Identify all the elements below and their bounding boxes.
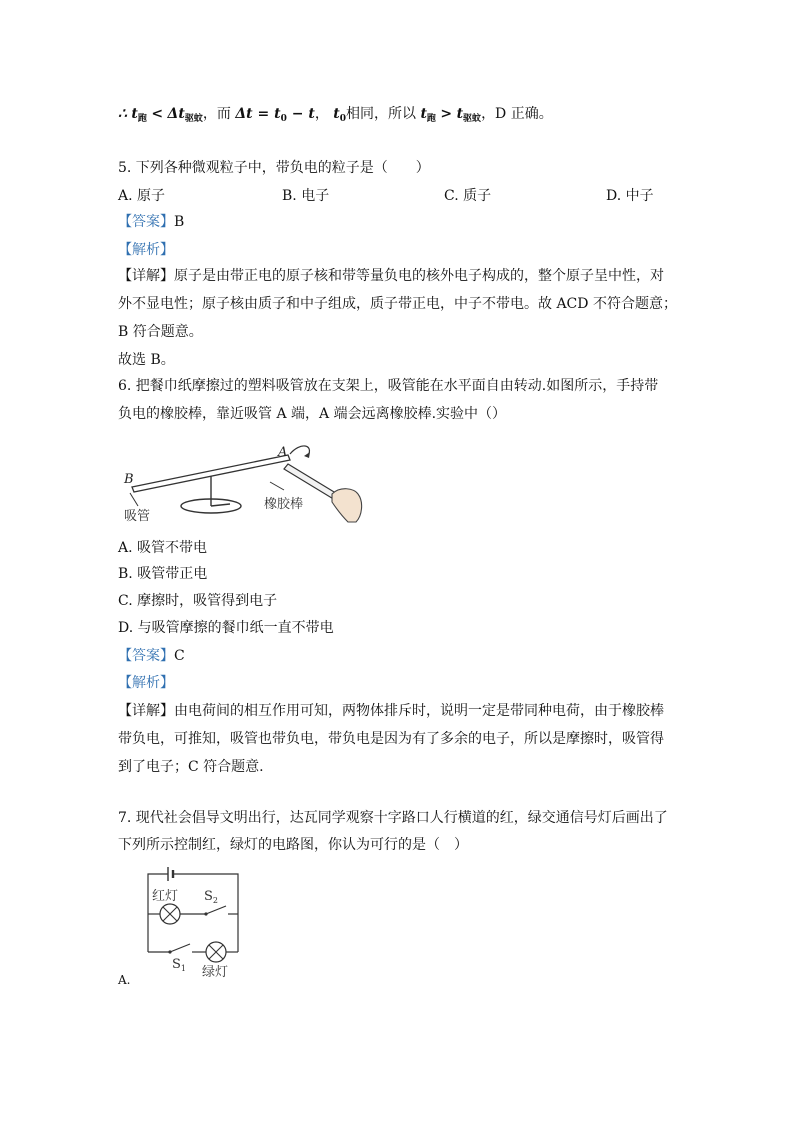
d-correct: ，D 正确。: [481, 106, 553, 122]
answer-value: C: [174, 648, 185, 664]
t-mosquito-2: $t_{驱蚊}$: [456, 106, 482, 124]
straw-label: 吸管: [124, 509, 151, 524]
switch-s2-contact: [204, 912, 207, 915]
rod-pointer: [270, 482, 284, 490]
comma: ，: [314, 106, 329, 122]
text-er: ，而: [202, 106, 231, 122]
green-lamp-label: 绿灯: [202, 965, 229, 980]
formula-line: [118, 104, 553, 129]
rod-label: 橡胶棒: [264, 497, 304, 512]
detail-tag: 【详解】: [118, 268, 174, 284]
detail-tag: 【详解】: [118, 703, 174, 719]
q5-option-d: D. 中子: [606, 188, 654, 204]
s1-label: $S_1$: [172, 957, 186, 973]
circuit-wire-top: [148, 874, 168, 884]
q6-analysis-tag: 【解析】: [118, 675, 174, 691]
t0: $t_0$: [333, 106, 346, 124]
q7-stem-2: 下列所示控制红，绿灯的电路图，你认为可行的是（ ）: [118, 837, 468, 853]
q6-option-c: C. 摩擦时，吸管得到电子: [118, 593, 278, 609]
q7-stem-1: 7. 现代社会倡导文明出行，达瓦同学观察十字路口人行横道的红，绿交通信号灯后画出了: [118, 810, 668, 826]
greater-than: >: [440, 106, 453, 122]
straw-pointer: [130, 493, 138, 506]
switch-s2: [206, 906, 226, 914]
q5-conclusion: 故选 B。: [118, 352, 175, 368]
therefore-symbol: ∴: [118, 106, 127, 122]
q6-detail-3: 到了电子；C 符合题意.: [118, 759, 264, 775]
label-b: B: [124, 472, 134, 487]
rotation-arrowhead: [304, 452, 310, 458]
dt-equation: $\Delta t = t_0 - t$: [235, 106, 315, 124]
q5-option-c: C. 质子: [444, 188, 492, 204]
q5-stem: 5. 下列各种微观粒子中，带负电的粒子是（ ）: [118, 160, 430, 176]
same-text: 相同，所以: [346, 106, 416, 122]
q5-option-b: B. 电子: [282, 188, 330, 204]
q6-option-b: B. 吸管带正电: [118, 566, 208, 582]
detail-text: 由电荷间的相互作用可知，两物体排斥时，说明一定是带同种电荷，由于橡胶棒: [174, 703, 664, 719]
q7-option-a-label: A.: [118, 973, 131, 987]
q5-detail-1: [118, 266, 664, 286]
less-than: <: [151, 106, 164, 122]
q6-stem-1: 6. 把餐巾纸摩擦过的塑料吸管放在支架上，吸管能在水平面自由转动.如图所示，手持带: [118, 378, 659, 394]
q6-option-d: D. 与吸管摩擦的餐巾纸一直不带电: [118, 620, 334, 636]
q5-options: [118, 186, 678, 206]
q5-detail-3: B 符合题意。: [118, 324, 203, 340]
stand-foot: [211, 504, 230, 506]
answer-value: B: [174, 214, 185, 230]
q6-detail-1: [118, 701, 664, 721]
q6-detail-2: 带负电，可推知，吸管也带负电，带负电是因为有了多余的电子，所以是摩擦时，吸管得: [118, 731, 664, 747]
answer-tag: 【答案】: [118, 214, 174, 230]
circuit-diagram: [140, 864, 250, 984]
answer-tag: 【答案】: [118, 648, 174, 664]
label-a: A: [278, 445, 288, 460]
detail-text: 原子是由带正电的原子核和带等量负电的核外电子构成的，整个原子呈中性，对: [174, 268, 664, 284]
q6-option-a: A. 吸管不带电: [118, 540, 208, 556]
dt-mosquito: $\Delta t_{驱蚊}$: [167, 106, 203, 124]
hand: [332, 489, 362, 522]
q5-detail-2: 外不显电性；原子核由质子和中子组成，质子带正电，中子不带电。故 ACD 不符合题意；: [118, 296, 677, 312]
t-run-2: $t_跑$: [420, 106, 436, 124]
red-lamp-label: 红灯: [152, 889, 179, 904]
straw-figure: [118, 436, 368, 528]
q5-answer: [118, 212, 184, 232]
t-run: $t_跑$: [131, 106, 147, 124]
switch-s1: [170, 944, 190, 952]
q5-analysis-tag: 【解析】: [118, 242, 174, 258]
q5-option-a: A. 原子: [118, 188, 166, 204]
s2-label: $S_2$: [204, 889, 218, 905]
q6-stem-2: 负电的橡胶棒，靠近吸管 A 端，A 端会远离橡胶棒.实验中（）: [118, 406, 507, 422]
q6-answer: [118, 646, 185, 666]
switch-s1-contact: [168, 950, 171, 953]
